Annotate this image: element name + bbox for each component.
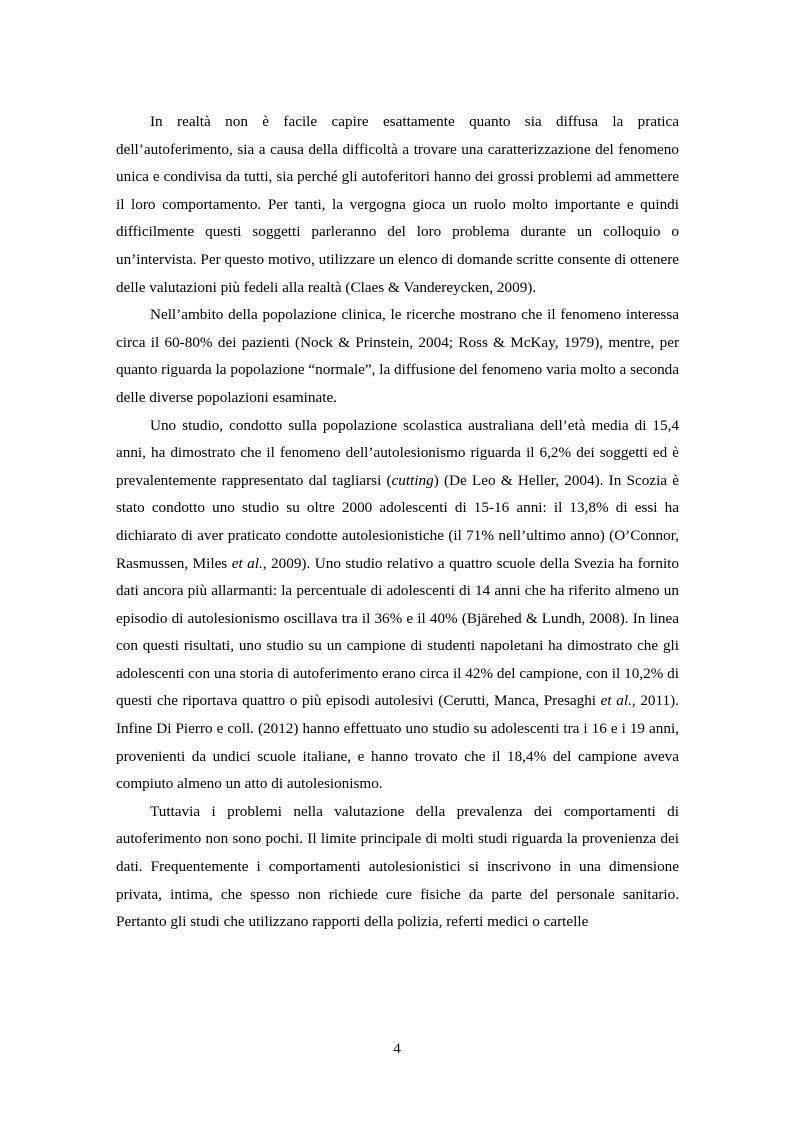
text-run: Uno studio, condotto sulla popolazione scolastica australiana dell’età media di 15,4 anni, ha dimostrato che il fenomeno dell’autolesionismo riguarda il 6,2% dei soggetti ed è prevalentemente rappresentato dal tagliarsi ( <box>116 416 679 489</box>
body-text <box>116 108 679 936</box>
paragraph-3 <box>116 412 679 798</box>
italic-run: et al. <box>600 692 632 710</box>
paragraph-4 <box>116 798 679 936</box>
text-run: In realtà non è facile capire esattamente quanto sia diffusa la pratica dell’autoferimento, sia a causa della difficoltà a trovare una caratterizzazione del fenomeno unica e condivisa da tutti, sia perché gli autoferitori hanno dei grossi problemi ad ammettere il loro comportamento. Per tanti, la vergogna gioca un ruolo molto importante e quindi difficilmente questi soggetti parleranno del loro problema durante un colloquio o un’intervista. Per questo motivo, utilizzare un elenco di domande scritte consente di ottenere delle valutazioni più fedeli alla realtà (Claes & Vandereycken, 2009). <box>116 113 679 296</box>
text-run: Tuttavia i problemi nella valutazione della prevalenza dei comportamenti di autoferimento non sono pochi. Il limite principale di molti studi riguarda la provenienza dei dati. Frequentemente i comportamenti autolesionistici si inscrivono in una dimensione privata, intima, che spesso non richiede cure fisiche da parte del personale sanitario. Pertanto gli studi che utilizzano rapporti della polizia, referti medici o cartelle <box>116 802 679 931</box>
italic-run: et al. <box>231 554 263 572</box>
text-run: , 2011). Infine Di Pierro e coll. (2012) hanno effettuato uno studio su adolescenti tra i 16 e i 19 anni, provenienti da undici scuole italiane, e hanno trovato che il 18,4% del campione aveva compiuto almeno un atto di autolesionismo. <box>116 692 679 793</box>
paragraph-2 <box>116 301 679 411</box>
text-run: ) (De Leo & Heller, 2004). In Scozia è stato condotto uno studio su oltre 2000 adolescenti di 15-16 anni: il 13,8% di essi ha dichiarato di aver praticato condotte autolesionistiche (il 71% nell’ultimo anno) (O’Connor, Rasmussen, Miles <box>116 471 679 572</box>
page-number: 4 <box>393 1041 401 1057</box>
italic-run: cutting <box>391 471 434 489</box>
text-run: , 2009). Uno studio relativo a quattro scuole della Svezia ha fornito dati ancora più allarmanti: la percentuale di adolescenti di 14 anni che ha riferito almeno un episodio di autolesionismo oscillava tra il 36% e il 40% (Bjärehed & Lundh, 2008). In linea con questi risultati, uno studio su un campione di studenti napoletani ha dimostrato che gli adolescenti con una storia di autoferimento erano circa il 42% del campione, con il 10,2% di questi che riportava quattro o più episodi autolesivi (Cerutti, Manca, Presaghi <box>116 554 679 710</box>
text-run: Nell’ambito della popolazione clinica, le ricerche mostrano che il fenomeno interessa circa il 60-80% dei pazienti (Nock & Prinstein, 2004; Ross & McKay, 1979), mentre, per quanto riguarda la popolazione “normale”, la diffusione del fenomeno varia molto a seconda delle diverse popolazioni esaminate. <box>116 306 679 406</box>
paragraph-1 <box>116 108 679 301</box>
